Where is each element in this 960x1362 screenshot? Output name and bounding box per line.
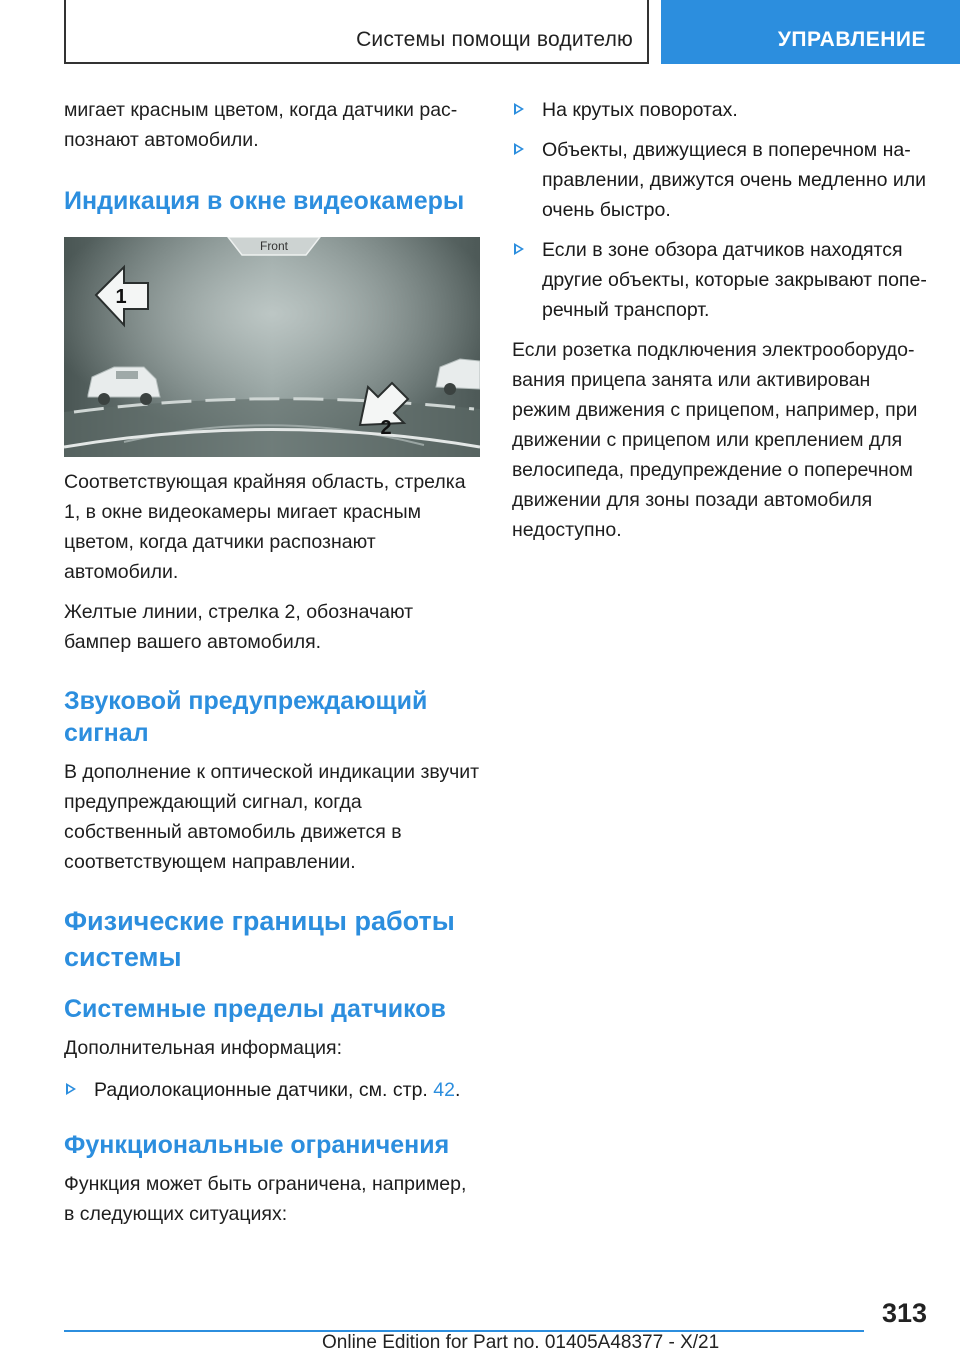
arrow-2-label: 2	[380, 417, 392, 439]
left-column	[64, 95, 482, 1239]
heading-camera-indication: Индикация в окне видеокамеры	[64, 187, 465, 215]
heading-sound-signal: Звуковой предупреждающий сигнал	[64, 687, 428, 747]
camera-paragraph-1: Соответствующая крайняя область, стрелка 1, в окне видеокамеры мигает красным цветом, когда датчики распознают автомобили.	[64, 471, 466, 583]
intro-paragraph: мигает красным цветом, когда датчики распознают автомобили.	[64, 99, 458, 151]
arrow-1-label: 1	[115, 286, 127, 308]
camera-paragraph-2: Желтые линии, стрелка 2, обозначают бампер вашего автомобиля.	[64, 601, 414, 653]
right-column	[512, 95, 927, 555]
sensor-paragraph: Дополнительная информация:	[64, 1037, 343, 1059]
bullet-text: Объекты, движущиеся в поперечном направлении, движутся очень медленно или очень быстро.	[542, 139, 927, 221]
sensor-bullet-text: Радиолокационные датчики, см. стр.	[94, 1079, 434, 1101]
page-number: 313	[881, 1298, 927, 1328]
triangle-bullet-icon	[66, 1083, 76, 1095]
functional-paragraph: Функция может быть ограничена, например, в следующих ситуациях:	[64, 1173, 467, 1225]
header-section-box	[64, 0, 649, 64]
section-title: Системы помощи водителю	[356, 28, 633, 51]
sensor-bullet-end: .	[454, 1079, 461, 1101]
triangle-bullet-icon	[514, 103, 524, 115]
trailer-paragraph: Если розетка подключения электрооборудования прицепа занята или активирован режим движения с прицепом, например, при движении с прицепом или креплением для велосипеда, предупреждение о поперечном движении для зоны позади автомобиля недоступно.	[512, 339, 918, 541]
list-item	[64, 1075, 482, 1105]
heading-functional-limits: Функциональные ограничения	[64, 1131, 450, 1159]
heading-sensor-limits: Системные пределы датчиков	[64, 995, 446, 1023]
bullet-text: Если в зоне обзора датчиков находятся другие объекты, которые закрывают поперечный транспорт.	[542, 239, 927, 321]
heading-physical-limits: Физические границы работы системы	[64, 906, 455, 972]
triangle-bullet-icon	[514, 143, 524, 155]
page-link-42[interactable]: 42	[433, 1079, 455, 1101]
chapter-title: УПРАВЛЕНИЕ	[777, 28, 926, 51]
list-item	[512, 135, 927, 225]
front-label: Front	[259, 239, 289, 253]
list-item	[512, 95, 927, 125]
footer-edition: Online Edition for Part no. 01405A48377 - X/21	[322, 1332, 720, 1353]
bullet-text: На крутых поворотах.	[542, 99, 738, 121]
camera-view-figure	[64, 237, 480, 457]
triangle-bullet-icon	[514, 243, 524, 255]
header-chapter-tab[interactable]	[661, 0, 960, 64]
sound-paragraph: В дополнение к оптической индикации звучит предупреждающий сигнал, когда собственный автомобиль движется в соответствующем направлении.	[64, 761, 480, 873]
list-item	[512, 235, 927, 325]
